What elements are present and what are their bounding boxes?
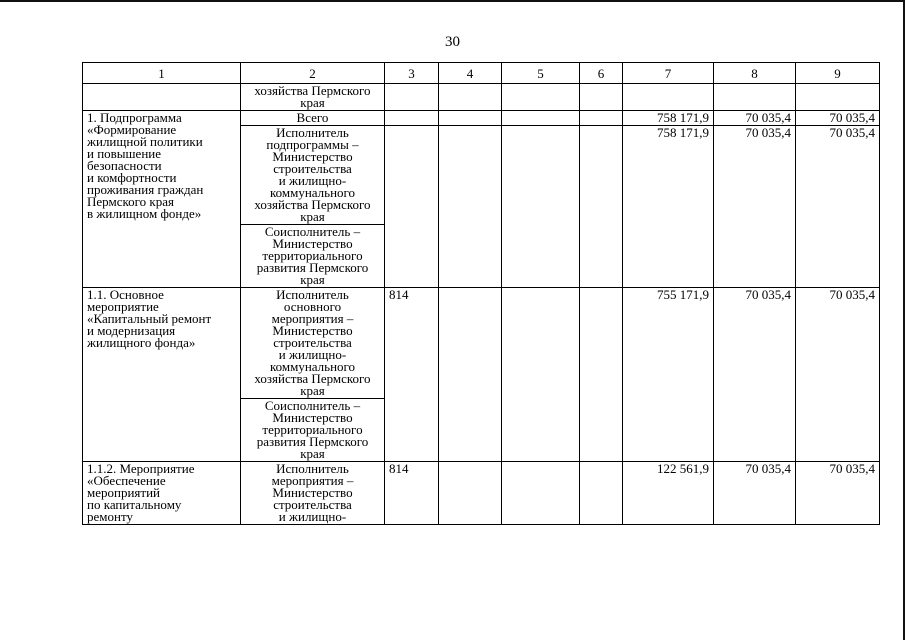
value-cell: 70 035,4 (714, 111, 796, 126)
empty-cell (439, 288, 502, 462)
empty-cell (623, 84, 714, 111)
coexecutor-cell: Соисполнитель – Министерство территориального развития Пермского края (241, 225, 385, 288)
empty-cell (580, 111, 623, 126)
empty-cell (796, 84, 880, 111)
continuation-row (83, 84, 880, 111)
column-header: 5 (502, 63, 580, 84)
executor-cell: Исполнитель подпрограммы – Министерство строительства и жилищно- коммунального хозяйства Пермского края (241, 126, 385, 225)
coexecutor-cell: Соисполнитель – Министерство территориального развития Пермского края (241, 399, 385, 462)
empty-cell (385, 126, 439, 288)
empty-cell (439, 84, 502, 111)
value-cell: 70 035,4 (714, 462, 796, 525)
empty-cell (580, 126, 623, 288)
value-cell: 70 035,4 (796, 462, 880, 525)
empty-cell (580, 288, 623, 462)
total-label-cell: Всего (241, 111, 385, 126)
code-cell: 814 (385, 462, 439, 525)
value-cell: 70 035,4 (796, 126, 880, 288)
column-header: 7 (623, 63, 714, 84)
empty-cell (502, 288, 580, 462)
activity-executor-row (83, 462, 880, 525)
main-activity-name-cell: 1.1. Основное мероприятие «Капитальный ремонт и модернизация жилищного фонда» (83, 288, 241, 462)
empty-cell (580, 462, 623, 525)
empty-cell (439, 462, 502, 525)
column-header: 4 (439, 63, 502, 84)
budget-table (82, 62, 880, 525)
column-header-row (83, 63, 880, 84)
empty-cell (502, 111, 580, 126)
empty-cell (385, 84, 439, 111)
code-cell: 814 (385, 288, 439, 462)
column-header: 8 (714, 63, 796, 84)
activity-name-cell: 1.1.2. Мероприятие «Обеспечение мероприятий по капитальному ремонту (83, 462, 241, 525)
empty-cell (502, 462, 580, 525)
value-cell: 122 561,9 (623, 462, 714, 525)
column-header: 3 (385, 63, 439, 84)
column-header: 6 (580, 63, 623, 84)
empty-cell (502, 84, 580, 111)
value-cell: 70 035,4 (714, 288, 796, 462)
empty-cell (580, 84, 623, 111)
empty-cell (83, 84, 241, 111)
column-header: 2 (241, 63, 385, 84)
value-cell: 758 171,9 (623, 126, 714, 288)
empty-cell (385, 111, 439, 126)
column-header: 9 (796, 63, 880, 84)
responsible-cell: хозяйства Пермского края (241, 84, 385, 111)
subprogram-name-cell: 1. Подпрограмма «Формирование жилищной политики и повышение безопасности и комфортности проживания граждан Пермского края в жилищном фонде» (83, 111, 241, 288)
empty-cell (439, 111, 502, 126)
value-cell: 755 171,9 (623, 288, 714, 462)
page-number: 30 (445, 34, 460, 50)
value-cell: 70 035,4 (714, 126, 796, 288)
value-cell: 70 035,4 (796, 111, 880, 126)
empty-cell (439, 126, 502, 288)
executor-cell: Исполнитель основного мероприятия – Министерство строительства и жилищно- коммунального хозяйства Пермского края (241, 288, 385, 399)
value-cell: 758 171,9 (623, 111, 714, 126)
executor-cell: Исполнитель мероприятия – Министерство строительства и жилищно- (241, 462, 385, 525)
value-cell: 70 035,4 (796, 288, 880, 462)
subprogram-total-row (83, 111, 880, 126)
empty-cell (714, 84, 796, 111)
main-activity-executor-row (83, 288, 880, 399)
column-header: 1 (83, 63, 241, 84)
empty-cell (502, 126, 580, 288)
